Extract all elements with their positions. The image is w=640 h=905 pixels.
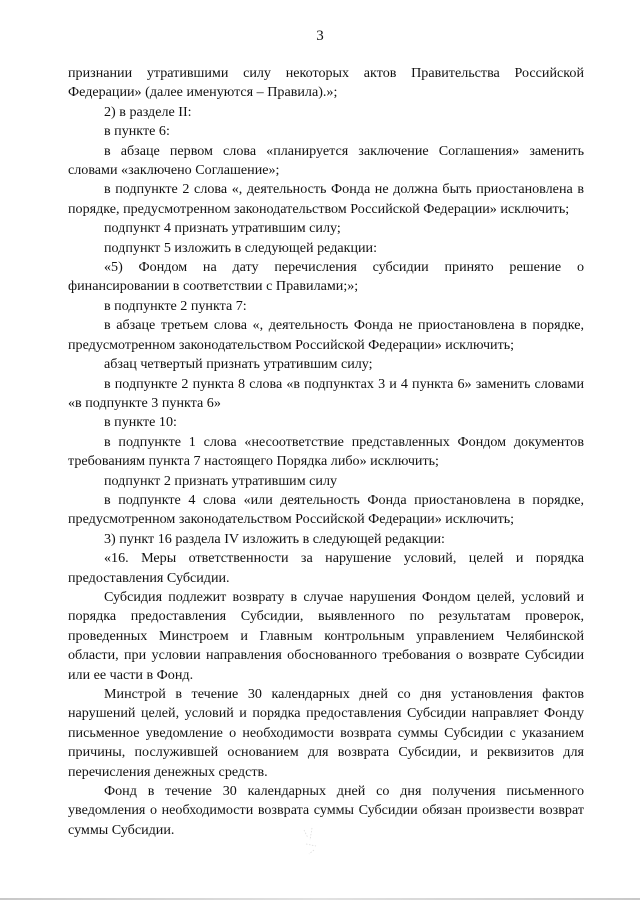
paragraph-fund-return: Фонд в течение 30 календарных дней со дня получения письменного уведомления о необходимости возврата суммы Субсидии обязан произвести возврат суммы Субсидии. (68, 783, 584, 838)
paragraph-point-7-abz-4: абзац четвертый признать утратившим силу; (104, 356, 373, 373)
paragraph-point-6-sub-5: подпункт 5 изложить в следующей редакции: (104, 239, 378, 256)
paragraph-point-6-sub-4: подпункт 4 признать утратившим силу; (104, 220, 341, 237)
paragraph-point-6: в пункте 6: (104, 123, 170, 140)
paragraph-point-16-title: «16. Меры ответственности за нарушение условий, целей и порядка предоставления Субсидии. (68, 550, 584, 586)
document-body (68, 64, 584, 840)
paragraph-point-7-sub-2: в подпункте 2 пункта 7: (104, 297, 247, 314)
paragraph-minstroy-notice: Минстрой в течение 30 календарных дней со дня установления фактов нарушений целей, условий и порядка предоставления Субсидии направляет Фонду письменное уведомление о необходимости возврата суммы Субсидии с указанием причины, послужившей основанием для возврата Субсидии, и реквизитов для перечисления денежных средств. (68, 686, 584, 780)
paragraph-point-10-sub-1: в подпункте 1 слова «несоответствие представленных Фондом документов требованиям пункта 7 настоящего Порядка либо» исключить; (68, 433, 584, 470)
scan-artifact-mark (300, 826, 322, 856)
paragraph-point-10: в пункте 10: (104, 414, 177, 431)
paragraph-point-6-abz-1: в абзаце первом слова «планируется заключение Соглашения» заменить словами «заключено Соглашение»; (68, 142, 584, 179)
paragraph-point-6-sub-2: в подпункте 2 слова «, деятельность Фонда не должна быть приостановлена в порядке, предусмотренном законодательством Российской Федерации» исключить; (68, 181, 584, 217)
paragraph-point-6-sub-5-text: «5) Фондом на дату перечисления субсидии принято решение о финансировании в соответствии с Правилами;»; (68, 259, 584, 295)
paragraph-section-2: 2) в разделе II: (104, 103, 192, 120)
paragraph-section-3: 3) пункт 16 раздела IV изложить в следующей редакции: (104, 530, 445, 547)
paragraph-point-10-sub-2: подпункт 2 признать утратившим силу (104, 472, 338, 489)
paragraph-subsidy-return: Субсидия подлежит возврату в случае нарушения Фондом целей, условий и порядка предоставления Субсидии, выявленного по результатам проверок, проведенных Минстроем и Главным контрольным управлением Челябинской области, при условии направления обоснованного требования о возврате Субсидии или ее части в Фонд. (68, 588, 584, 683)
page-number: 3 (316, 28, 324, 44)
paragraph-point-10-sub-4: в подпункте 4 слова «или деятельность Фонда приостановлена в порядке, предусмотренном законодательством Российской Федерации» исключить; (68, 491, 584, 528)
paragraph-continuation: признании утратившими силу некоторых актов Правительства Российской Федерации» (далее именуются – Правила).»; (68, 65, 584, 101)
page-bottom-edge (0, 898, 640, 900)
paragraph-point-8: в подпункте 2 пункта 8 слова «в подпунктах 3 и 4 пункта 6» заменить словами «в подпункте 3 пункта 6» (68, 375, 584, 411)
paragraph-point-7-abz-3: в абзаце третьем слова «, деятельность Фонда не приостановлена в порядке, предусмотренном законодательством Российской Федерации» исключить; (68, 317, 584, 353)
